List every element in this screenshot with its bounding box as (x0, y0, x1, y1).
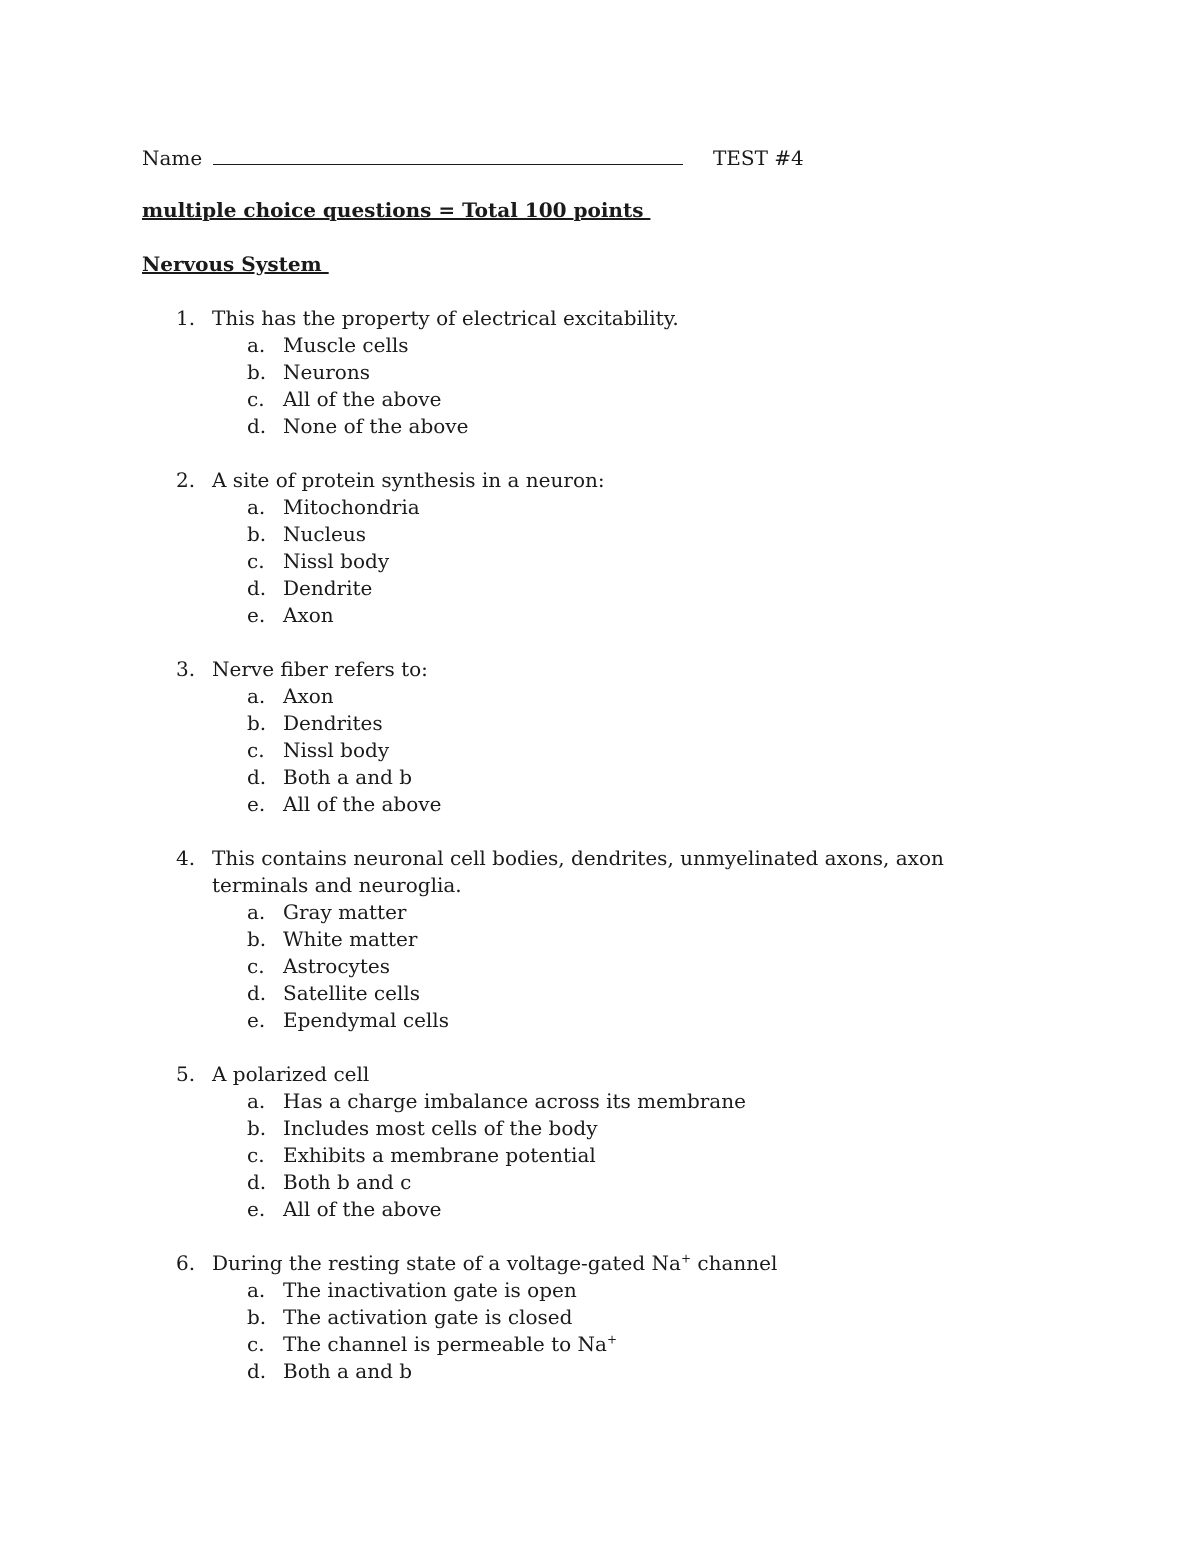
question-stem (0, 467, 1032, 494)
option-text: Dendrite (283, 576, 373, 600)
option-letter: e. (247, 1008, 266, 1032)
option-text: Astrocytes (283, 954, 390, 978)
option-text: All of the above (283, 1197, 442, 1221)
question-stem (0, 1061, 1032, 1088)
option-text: Exhibits a membrane potential (283, 1143, 596, 1167)
option-letter: d. (247, 981, 267, 1005)
option-text: Axon (283, 603, 334, 627)
option-letter: b. (247, 522, 267, 546)
question-item (0, 845, 1200, 1034)
answer-option (0, 953, 1200, 980)
superscript-plus: + (606, 1332, 618, 1347)
option-letter: a. (247, 495, 266, 519)
answer-option (0, 926, 1200, 953)
option-letter: e. (247, 603, 266, 627)
option-letter: c. (247, 954, 265, 978)
option-letter: d. (247, 765, 267, 789)
option-letter: c. (247, 1143, 265, 1167)
option-text: Neurons (283, 360, 370, 384)
test-number-label: TEST #4 (712, 146, 804, 170)
option-text: None of the above (283, 414, 469, 438)
question-number: 2. (176, 468, 196, 492)
question-list (0, 305, 1200, 1412)
answer-option (0, 386, 1200, 413)
option-text: Ependymal cells (283, 1008, 449, 1032)
question-stem (0, 656, 1032, 683)
option-letter: d. (247, 1359, 267, 1383)
option-letter: c. (247, 387, 265, 411)
question-number: 5. (176, 1062, 196, 1086)
answer-option (0, 1304, 1200, 1331)
question-text: Nerve fiber refers to: (212, 657, 428, 681)
option-text: Both b and c (283, 1170, 412, 1194)
question-text-continued: channel (691, 1251, 778, 1275)
name-label: Name (142, 146, 203, 170)
option-text: Satellite cells (283, 981, 421, 1005)
question-item (0, 1250, 1200, 1385)
question-text: A polarized cell (212, 1062, 370, 1086)
question-text: This has the property of electrical excitability. (212, 306, 679, 330)
option-text: Dendrites (283, 711, 383, 735)
option-text: The channel is permeable to Na (283, 1332, 607, 1356)
answer-option (0, 521, 1200, 548)
question-number: 3. (176, 657, 196, 681)
option-letter: b. (247, 1305, 267, 1329)
option-text: All of the above (283, 792, 442, 816)
option-letter: b. (247, 1116, 267, 1140)
option-text: White matter (283, 927, 418, 951)
question-number: 6. (176, 1251, 196, 1275)
option-text: Axon (283, 684, 334, 708)
answer-option (0, 1331, 1200, 1358)
option-letter: d. (247, 414, 267, 438)
answer-option (0, 1088, 1200, 1115)
option-letter: d. (247, 576, 267, 600)
answer-option (0, 1277, 1200, 1304)
answer-option (0, 413, 1200, 440)
superscript-plus: + (680, 1251, 692, 1266)
option-text: The activation gate is closed (283, 1305, 573, 1329)
answer-option (0, 575, 1200, 602)
option-text: Both a and b (283, 765, 413, 789)
answer-option (0, 1169, 1200, 1196)
answer-option (0, 764, 1200, 791)
answer-option (0, 899, 1200, 926)
answer-option (0, 1142, 1200, 1169)
answer-option (0, 1007, 1200, 1034)
question-text: This contains neuronal cell bodies, dendrites, unmyelinated axons, axon terminals and neuroglia. (212, 846, 944, 897)
question-item (0, 305, 1200, 440)
answer-option (0, 548, 1200, 575)
option-text: Nissl body (283, 738, 390, 762)
option-letter: b. (247, 927, 267, 951)
answer-option (0, 1115, 1200, 1142)
option-text: Has a charge imbalance across its membrane (283, 1089, 746, 1113)
question-item (0, 467, 1200, 629)
option-letter: e. (247, 1197, 266, 1221)
option-letter: b. (247, 360, 267, 384)
option-letter: e. (247, 792, 266, 816)
question-stem (0, 1250, 1032, 1277)
header-row (142, 142, 804, 170)
option-text: Both a and b (283, 1359, 413, 1383)
option-letter: c. (247, 738, 265, 762)
answer-option (0, 1196, 1200, 1223)
points-subtitle: multiple choice questions = Total 100 points (142, 198, 651, 222)
answer-option (0, 683, 1200, 710)
option-text: Nucleus (283, 522, 366, 546)
option-text: All of the above (283, 387, 442, 411)
option-letter: d. (247, 1170, 267, 1194)
option-text: Mitochondria (283, 495, 420, 519)
section-title: Nervous System (142, 252, 329, 276)
option-text: Gray matter (283, 900, 407, 924)
question-number: 4. (176, 846, 196, 870)
question-item (0, 656, 1200, 818)
option-letter: c. (247, 549, 265, 573)
question-item (0, 1061, 1200, 1223)
answer-option (0, 602, 1200, 629)
option-text: Muscle cells (283, 333, 409, 357)
answer-option (0, 1358, 1200, 1385)
answer-option (0, 710, 1200, 737)
answer-option (0, 494, 1200, 521)
question-text: A site of protein synthesis in a neuron: (212, 468, 605, 492)
name-blank-line (213, 142, 683, 165)
question-stem (0, 305, 1032, 332)
option-letter: b. (247, 711, 267, 735)
option-letter: c. (247, 1332, 265, 1356)
answer-option (0, 980, 1200, 1007)
option-letter: a. (247, 333, 266, 357)
option-letter: a. (247, 1278, 266, 1302)
question-number: 1. (176, 306, 196, 330)
question-stem (0, 845, 1032, 899)
option-letter: a. (247, 900, 266, 924)
option-text: Includes most cells of the body (283, 1116, 598, 1140)
option-text: Nissl body (283, 549, 390, 573)
answer-option (0, 359, 1200, 386)
option-letter: a. (247, 684, 266, 708)
answer-option (0, 791, 1200, 818)
answer-option (0, 737, 1200, 764)
question-text: During the resting state of a voltage-gated Na (212, 1251, 681, 1275)
option-letter: a. (247, 1089, 266, 1113)
option-text: The inactivation gate is open (283, 1278, 577, 1302)
answer-option (0, 332, 1200, 359)
